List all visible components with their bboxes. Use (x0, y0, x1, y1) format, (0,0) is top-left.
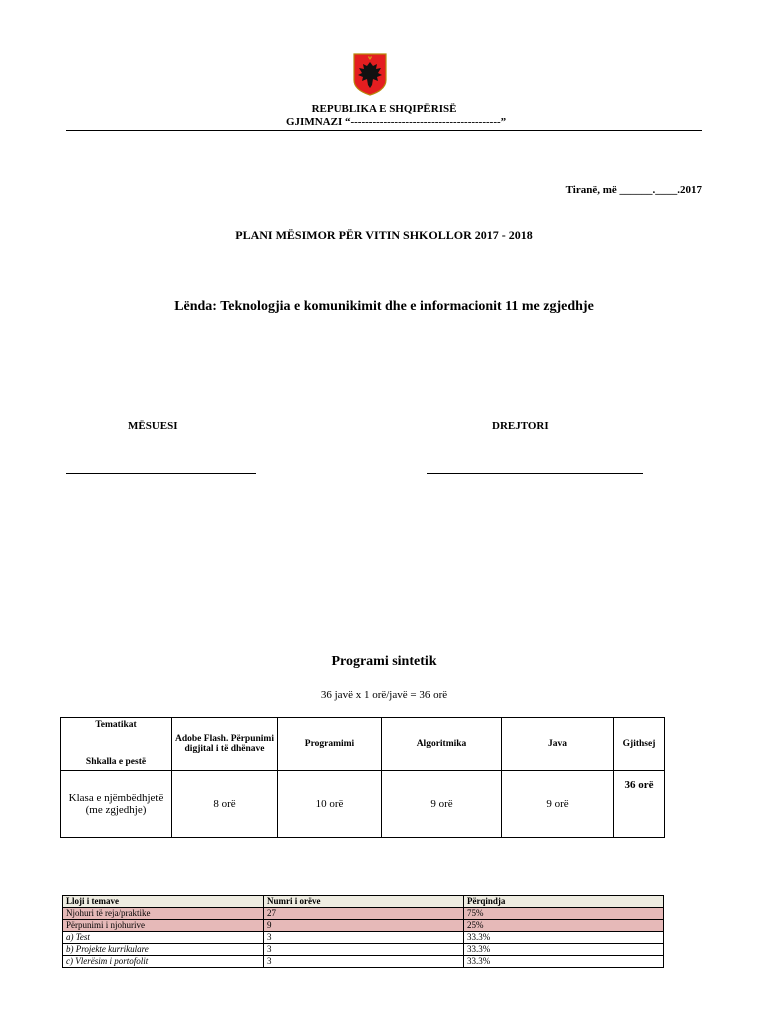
table-cell: 27 (264, 908, 464, 920)
table-cell: 8 orë (172, 771, 278, 838)
topics-table (62, 895, 664, 968)
column-header: Përqindja (464, 896, 664, 908)
table-cell: Përpunimi i njohurive (63, 920, 264, 932)
table-row (63, 932, 664, 944)
column-header: Lloji i temave (63, 896, 264, 908)
column-header: Numri i orëve (264, 896, 464, 908)
column-header: Java (502, 718, 614, 771)
table-row (63, 956, 664, 968)
teacher-signature-line (66, 473, 256, 474)
table-cell: 9 orë (502, 771, 614, 838)
column-header: Algoritmika (382, 718, 502, 771)
teacher-label: MËSUESI (128, 420, 178, 432)
synthetic-program-subtitle: 36 javë x 1 orë/javë = 36 orë (320, 689, 448, 701)
table-cell: 9 (264, 920, 464, 932)
column-header: Programimi (278, 718, 382, 771)
level-label: Shkalla e pestë (85, 757, 147, 767)
table-cell: c) Vlerësim i portofolit (63, 956, 264, 968)
table-cell: Njohuri të reja/praktike (63, 908, 264, 920)
table-cell: 33.3% (464, 956, 664, 968)
table-cell: 10 orë (278, 771, 382, 838)
column-header: Gjithsej (614, 718, 665, 771)
table-row (63, 920, 664, 932)
albania-emblem-icon (352, 52, 388, 96)
table-cell: 33.3% (464, 944, 664, 956)
table-cell: 3 (264, 956, 464, 968)
class-label-cell: Klasa e njëmbëdhjetë (me zgjedhje) (61, 771, 172, 838)
director-signature-line (427, 473, 643, 474)
header-divider (66, 130, 702, 131)
table-cell: 3 (264, 932, 464, 944)
table-cell: 33.3% (464, 932, 664, 944)
table-cell: 9 orë (382, 771, 502, 838)
topics-header-cell (61, 718, 172, 771)
synthetic-program-title: Programi sintetik (331, 654, 437, 669)
table-row (63, 908, 664, 920)
table-header-row (61, 718, 665, 771)
table-row (63, 944, 664, 956)
republic-heading: REPUBLIKA E SHQIPËRISË (311, 103, 457, 115)
table-cell: 25% (464, 920, 664, 932)
school-name: GJIMNAZI “-----------------------------------------” (286, 116, 507, 128)
table-header-row (63, 896, 664, 908)
table-cell: 3 (264, 944, 464, 956)
director-label: DREJTORI (492, 420, 549, 432)
total-cell: 36 orë (614, 771, 665, 838)
table-cell: a) Test (63, 932, 264, 944)
date-line: Tiranë, më ______.____.2017 (565, 184, 702, 196)
synthetic-program-table (60, 717, 665, 838)
column-header: Adobe Flash. Përpunimi digjital i të dhënave (172, 718, 278, 771)
table-row (61, 771, 665, 838)
subject-title: Lënda: Teknologjia e komunikimit dhe e informacionit 11 me zgjedhje (174, 299, 594, 314)
topics-label: Tematikat (95, 720, 137, 730)
table-cell: b) Projekte kurrikulare (63, 944, 264, 956)
plan-title: PLANI MËSIMOR PËR VITIN SHKOLLOR 2017 - 2018 (235, 228, 533, 242)
table-cell: 75% (464, 908, 664, 920)
